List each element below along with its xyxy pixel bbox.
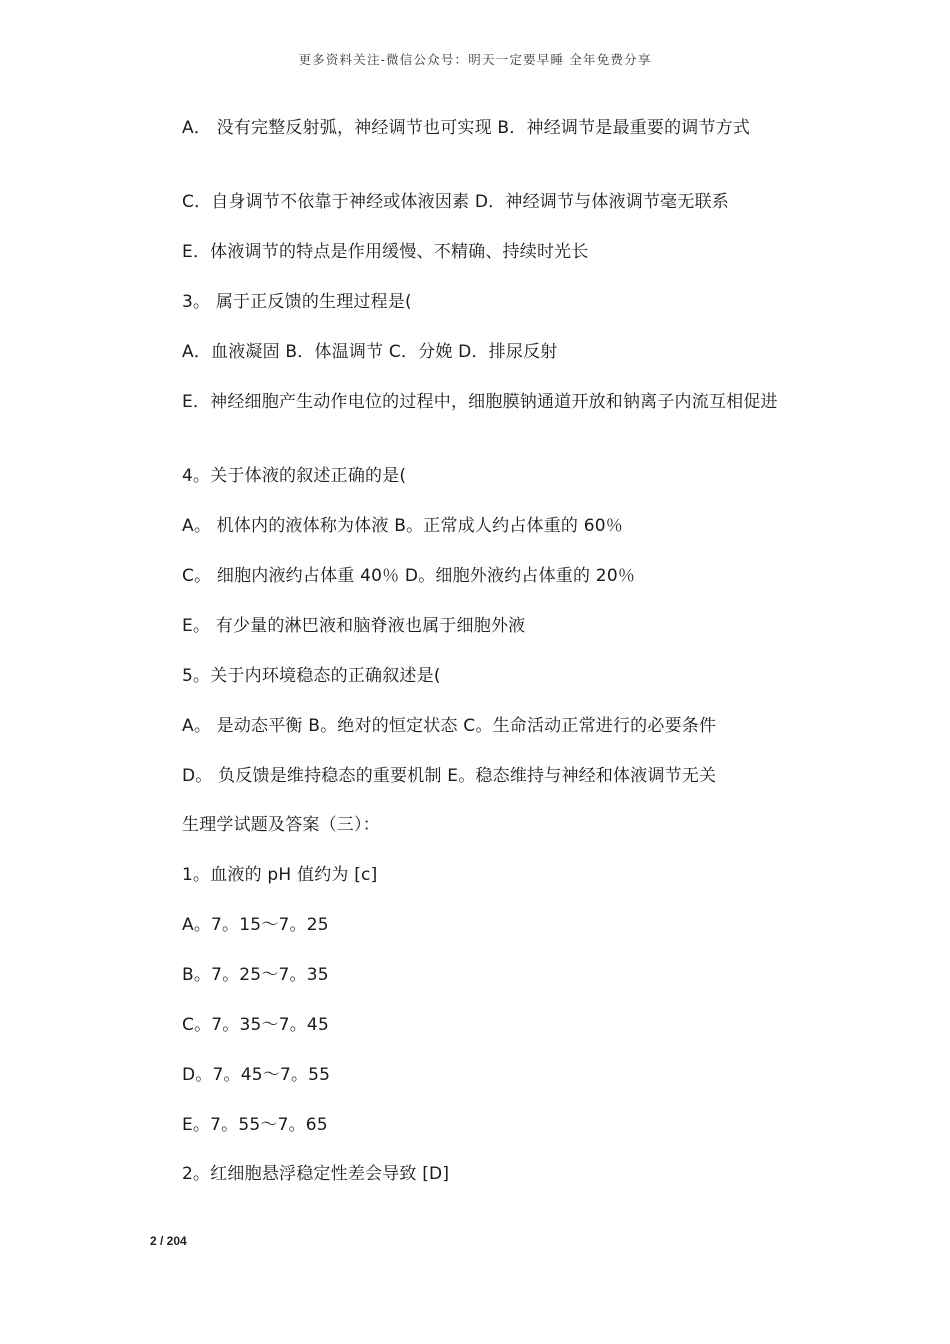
question-line: 2。红细胞悬浮稳定性差会导致 [D]: [182, 1164, 450, 1184]
question-line: 4。关于体液的叙述正确的是(: [182, 466, 407, 486]
option-line: B。7。25～7。35: [182, 965, 329, 985]
question-line: 3。 属于正反馈的生理过程是(: [182, 292, 412, 312]
option-line: D。7。45～7。55: [182, 1065, 331, 1085]
option-line: E．神经细胞产生动作电位的过程中，细胞膜钠通道开放和钠离子内流互相促进: [182, 392, 778, 412]
option-line: C。7。35～7。45: [182, 1015, 329, 1035]
option-line: C。 细胞内液约占体重 40％ D。细胞外液约占体重的 20％: [182, 566, 636, 586]
option-line: E。7。55～7。65: [182, 1115, 328, 1135]
section-title: 生理学试题及答案（三）：: [182, 815, 380, 835]
option-line: A．血液凝固 B．体温调节 C．分娩 D．排尿反射: [182, 342, 558, 362]
option-line: A。 机体内的液体称为体液 B。正常成人约占体重的 60％: [182, 516, 623, 536]
option-line: E．体液调节的特点是作用缓慢、不精确、持续时光长: [182, 242, 589, 262]
question-line: 1。血液的 pH 值约为 [c]: [182, 865, 378, 885]
option-line: A。7。15～7。25: [182, 915, 329, 935]
page-number: 2 / 204: [150, 1234, 187, 1248]
option-line: C．自身调节不依靠于神经或体液因素 D．神经调节与体液调节毫无联系: [182, 192, 729, 212]
option-line: A． 没有完整反射弧，神经调节也可实现 B．神经调节是最重要的调节方式: [182, 118, 751, 138]
page-header: 更多资料关注-微信公众号：明天一定要早睡 全年免费分享: [298, 52, 652, 67]
question-line: 5。关于内环境稳态的正确叙述是(: [182, 666, 441, 686]
option-line: D。 负反馈是维持稳态的重要机制 E。稳态维持与神经和体液调节无关: [182, 766, 717, 786]
option-line: A。 是动态平衡 B。绝对的恒定状态 C。生命活动正常进行的必要条件: [182, 716, 717, 736]
option-line: E。 有少量的淋巴液和脑脊液也属于细胞外液: [182, 616, 526, 636]
